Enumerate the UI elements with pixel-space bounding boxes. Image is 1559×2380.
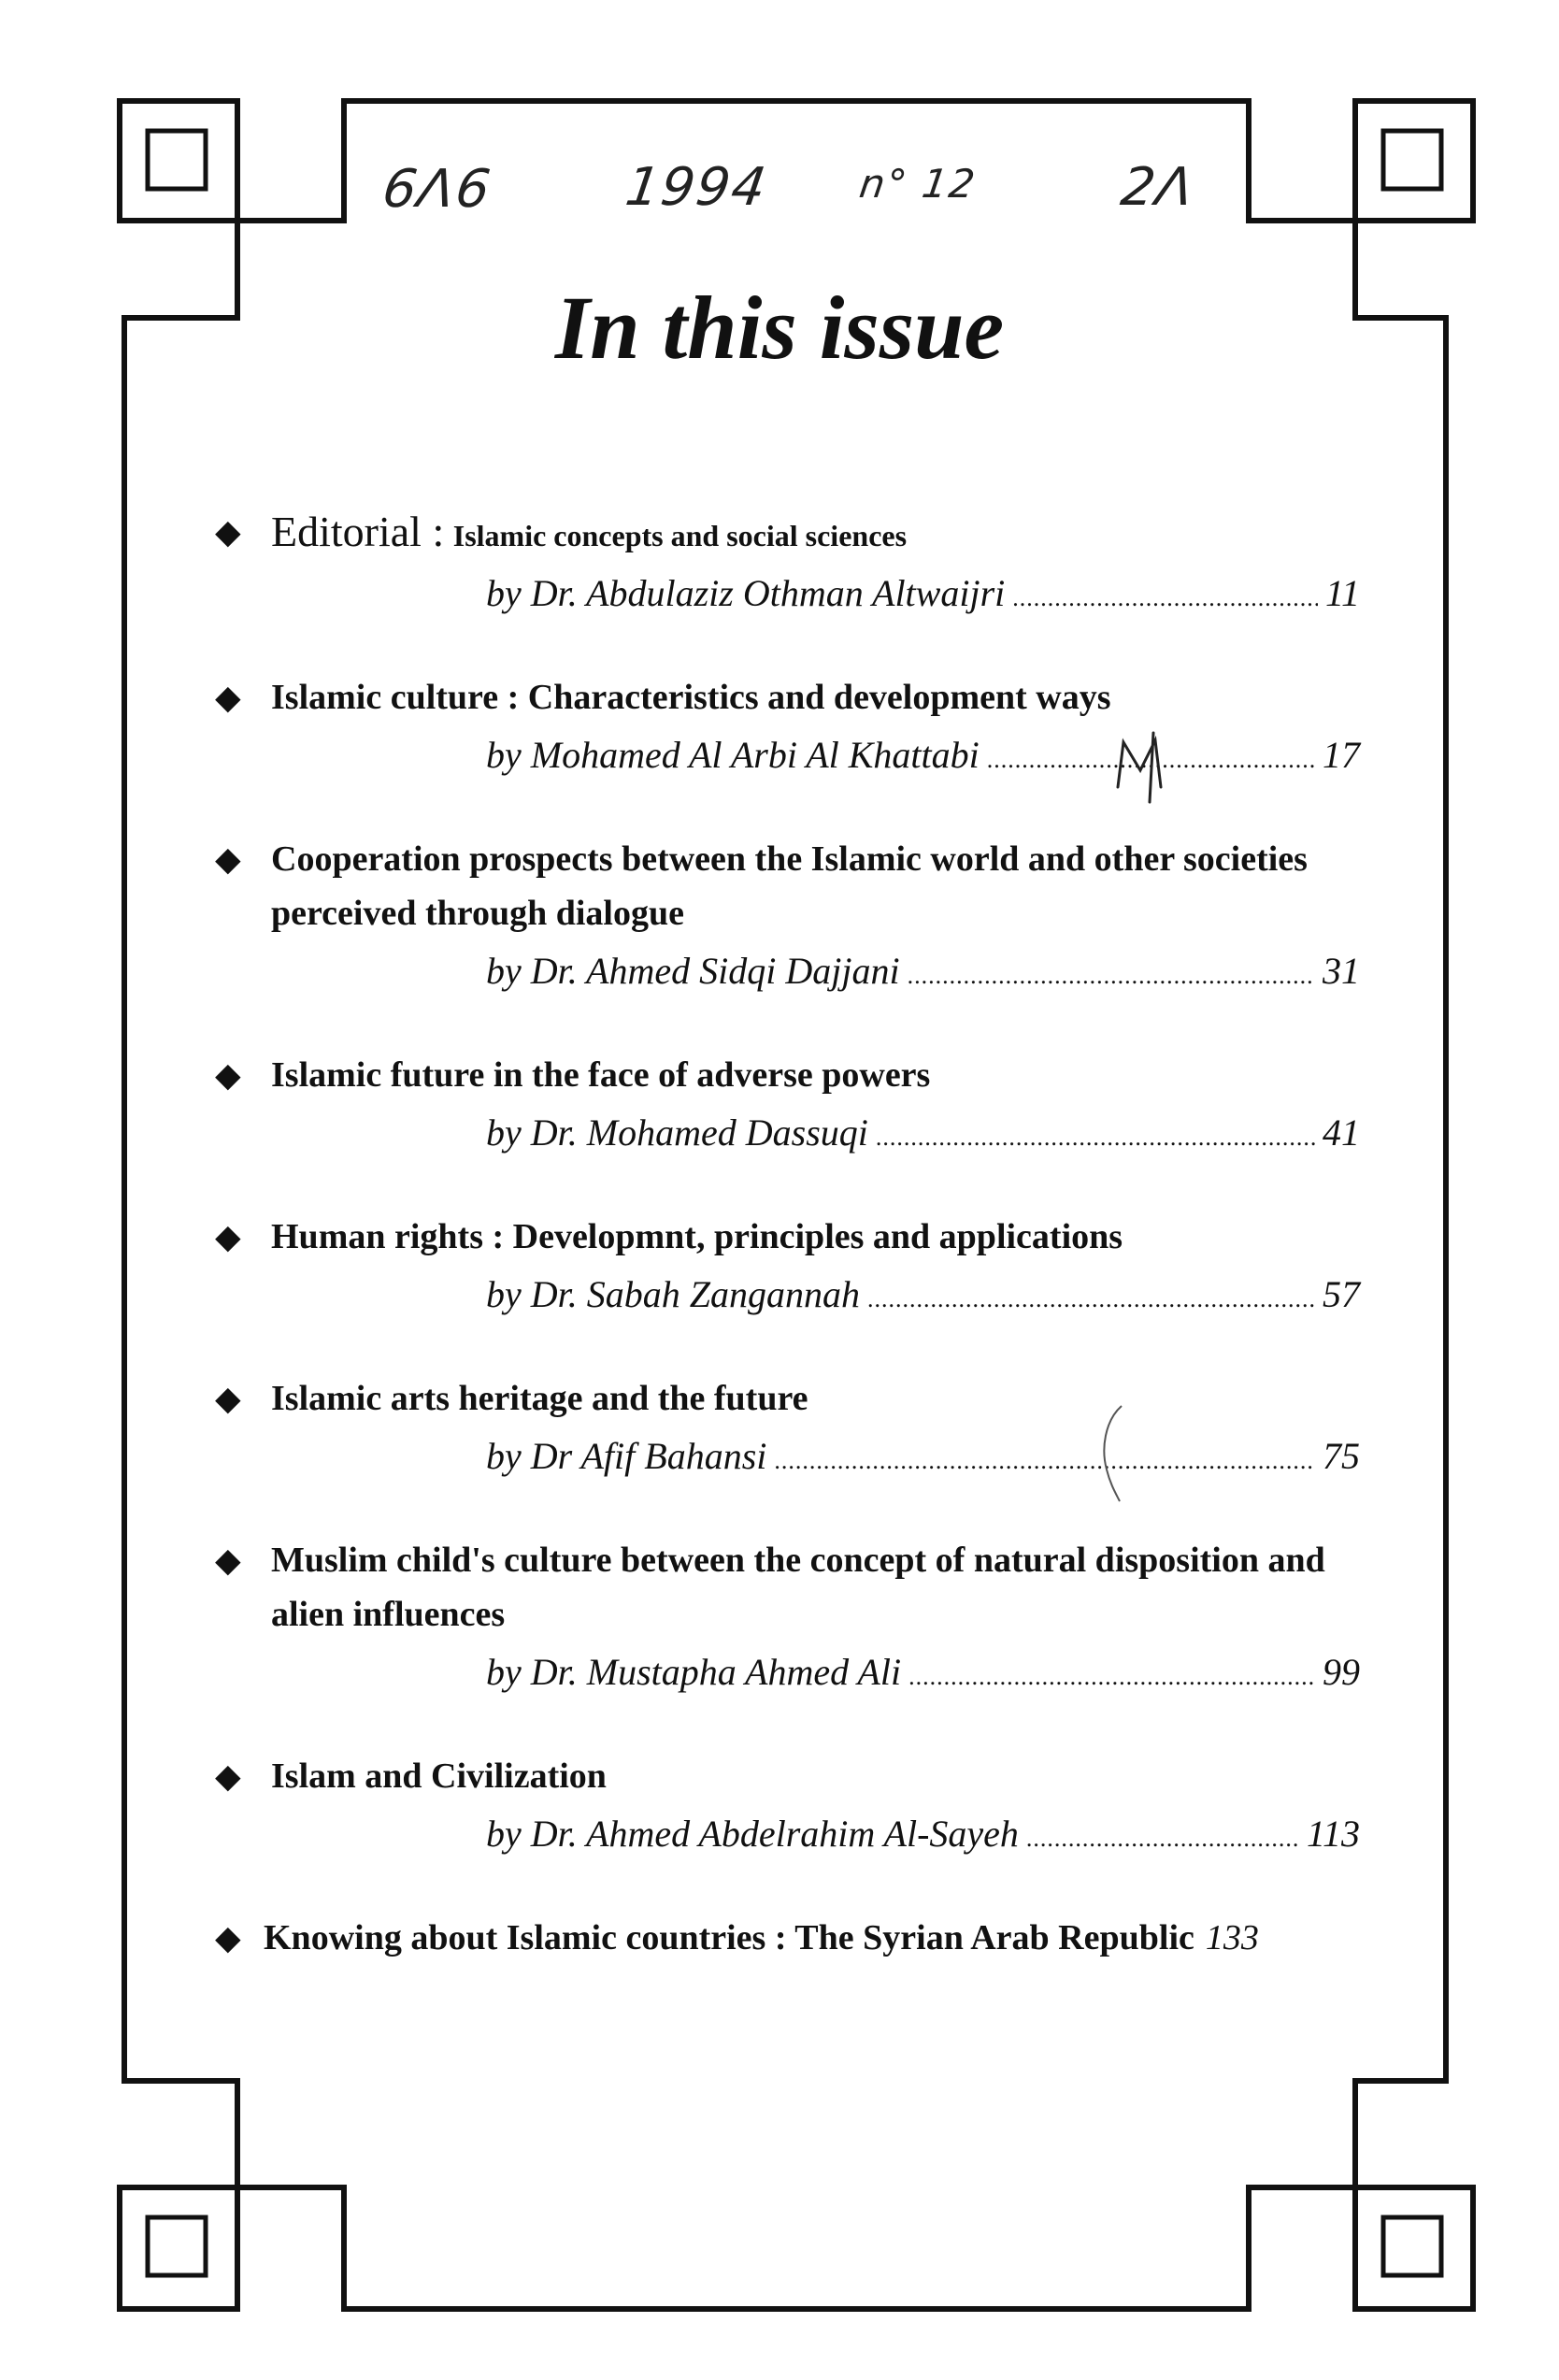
- diamond-bullet-icon: ◆: [215, 1056, 241, 1094]
- entry-author: by Dr. Mohamed Dassuqi: [486, 1111, 868, 1154]
- editorial-label: Editorial :: [271, 508, 445, 555]
- handwritten-note: 1994: [622, 157, 772, 218]
- toc-entry: [215, 670, 1383, 787]
- diamond-bullet-icon: ◆: [215, 1919, 241, 1957]
- diamond-bullet-icon: ◆: [215, 679, 241, 716]
- diamond-bullet-icon: ◆: [215, 1218, 241, 1255]
- toc-entry: [215, 505, 1383, 625]
- entry-page-number: 75: [1323, 1435, 1360, 1477]
- toc-entry: [215, 1048, 1383, 1165]
- handwritten-note: 2Λ: [1117, 157, 1199, 218]
- entry-byline: [486, 1268, 1360, 1326]
- entry-byline: [486, 1645, 1360, 1704]
- leader-dots: [908, 949, 1315, 1003]
- entry-title: Human rights : Developmnt, principles and applications: [271, 1217, 1123, 1256]
- corner-ornament-top-left: [120, 101, 237, 221]
- toc-entry: [215, 832, 1383, 1003]
- entry-byline: [486, 566, 1360, 625]
- leader-dots: [908, 1650, 1315, 1704]
- corner-ornament-top-right: [1355, 101, 1473, 221]
- entry-page-number: 11: [1324, 572, 1360, 614]
- entry-author: by Dr. Mustapha Ahmed Ali: [486, 1651, 902, 1693]
- table-of-contents: [215, 505, 1383, 1965]
- toc-entry: [215, 1210, 1383, 1326]
- entry-page-number: 41: [1323, 1111, 1360, 1154]
- entry-title: Islam and Civilization: [271, 1756, 607, 1796]
- diamond-bullet-icon: ◆: [215, 1380, 241, 1417]
- leader-dots: [1026, 1812, 1299, 1866]
- entry-title: Islamic culture : Characteristics and development ways: [271, 678, 1111, 717]
- leader-dots: [867, 1272, 1315, 1326]
- entry-author: by Dr. Abdulaziz Othman Altwaijri: [486, 572, 1006, 614]
- entry-title: Cooperation prospects between the Islamic world and other societies perceived through dialogue: [271, 839, 1308, 933]
- entry-byline: [486, 1429, 1360, 1488]
- entry-byline: [486, 1807, 1360, 1866]
- handwritten-note: n° 12: [856, 161, 980, 207]
- entry-byline: [486, 944, 1360, 1003]
- corner-ornament-bottom-right: [1355, 2187, 1473, 2309]
- entry-title: Islamic concepts and social sciences: [452, 519, 908, 552]
- entry-author: by Dr Afif Bahansi: [486, 1435, 767, 1477]
- entry-page-number: 17: [1323, 734, 1360, 776]
- entry-author: by Dr. Ahmed Sidqi Dajjani: [486, 950, 900, 992]
- toc-entry: [215, 1749, 1383, 1866]
- leader-dots: [774, 1434, 1315, 1488]
- entry-title: Knowing about Islamic countries : The Syrian Arab Republic: [264, 1918, 1194, 1957]
- entry-byline: [486, 728, 1360, 787]
- entry-page-number: 57: [1323, 1273, 1360, 1315]
- entry-author: by Mohamed Al Arbi Al Khattabi: [486, 734, 980, 776]
- handwritten-note: 6Λ6: [379, 159, 496, 220]
- leader-dots: [876, 1111, 1315, 1165]
- handwritten-initial-mark: [1112, 729, 1178, 804]
- corner-ornament-bottom-left: [120, 2187, 237, 2309]
- entry-page-number: 113: [1306, 1813, 1360, 1855]
- toc-entry: [215, 1533, 1383, 1704]
- diamond-bullet-icon: ◆: [215, 840, 241, 878]
- toc-entry-final: [215, 1911, 1383, 1965]
- handwritten-annotation: [379, 140, 1224, 243]
- page-title: In this issue: [554, 278, 1005, 378]
- diamond-bullet-icon: ◆: [215, 513, 241, 551]
- leader-dots: [1012, 571, 1318, 625]
- stray-pen-stroke: [1094, 1402, 1131, 1505]
- entry-title: Muslim child's culture between the concept of natural disposition and alien influences: [271, 1541, 1325, 1634]
- entry-byline: [486, 1106, 1360, 1165]
- diamond-bullet-icon: ◆: [215, 1541, 241, 1579]
- entry-title: Islamic arts heritage and the future: [271, 1379, 808, 1418]
- diamond-bullet-icon: ◆: [215, 1757, 241, 1795]
- entry-title: Islamic future in the face of adverse powers: [271, 1055, 931, 1095]
- entry-page-number: 99: [1323, 1651, 1360, 1693]
- toc-entry: [215, 1371, 1383, 1488]
- entry-page-number: 31: [1323, 950, 1360, 992]
- entry-author: by Dr. Sabah Zangannah: [486, 1273, 861, 1315]
- entry-page-number: 133: [1205, 1918, 1259, 1957]
- entry-author: by Dr. Ahmed Abdelrahim Al-Sayeh: [486, 1813, 1019, 1855]
